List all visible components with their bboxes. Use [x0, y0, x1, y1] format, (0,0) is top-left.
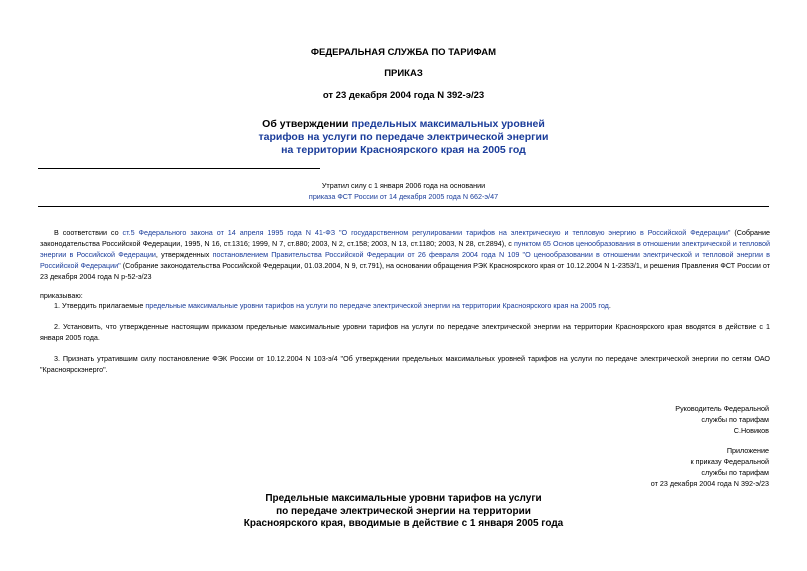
item-1 [40, 300, 770, 311]
appendix-title-line-3: Красноярского края, вводимые в действие с 1 января 2005 года [243, 518, 564, 529]
signature-line-1: Руководитель Федеральной [675, 404, 769, 413]
federal-law-link[interactable]: ст.5 Федерального закона от 14 апреля 1995 года N 41-ФЗ "О государственном регулировании тарифов на электрическую и тепловую энергию в Российской Федерации" [122, 228, 731, 237]
title-line-3: на территории Красноярского края на 2005 год [281, 144, 526, 156]
doc-type: ПРИКАЗ [384, 68, 423, 79]
status-note [0, 180, 807, 202]
divider-bottom [38, 206, 769, 207]
item-1-text: 1. Утвердить прилагаемые [54, 301, 146, 310]
appendix-line-4: от 23 декабря 2004 года N 392-э/23 [650, 479, 769, 488]
item-3: 3. Признать утратившим силу постановление ФЭК России от 10.12.2004 N 103-э/4 "Об утверждении предельных максимальных уровней тарифов на услуги по передаче электрической энергии по сетям ОАО "Красноярскэнерго". [40, 354, 770, 374]
preamble-text: (Собрание законодательства Российской Федерации, 1995, N 16, ст.1316; 1999, N 7, ст.880; 2003, N 2, ст.158; 2003, N 13, ст.1180; 2003, N 28, ст.2894), с [40, 228, 771, 248]
tariff-levels-link[interactable]: предельные максимальные уровни тарифов на услуги по передаче электрической энергии на территории Красноярского края на 2005 год [145, 301, 609, 310]
item-2: 2. Установить, что утвержденные настоящим приказом предельные максимальные уровни тарифов на услуги по передаче электрической энергии на территории Красноярского края вводятся в действие с 1 января 2005 года. [40, 322, 770, 342]
divider-top [38, 168, 320, 169]
appendix-title-line-2: по передаче электрической энергии на территории [276, 505, 531, 517]
repeal-order-link[interactable]: приказа ФСТ России от 14 декабря 2005 года N 662-э/47 [308, 192, 499, 201]
preamble-text: В соответствии со [54, 228, 123, 237]
status-note-line: Утратил силу с 1 января 2006 года на основании [321, 181, 486, 190]
signature-block [675, 403, 769, 436]
agency-name: ФЕДЕРАЛЬНАЯ СЛУЖБА ПО ТАРИФАМ [310, 47, 497, 58]
title-link[interactable]: предельных максимальных уровней [351, 118, 545, 130]
appendix-title [0, 493, 807, 531]
preamble-text: , утвержденных [155, 250, 213, 259]
government-decree-link[interactable]: постановлением Правительства Российской Федерации от 26 февраля 2004 года N 109 "О ценообразовании в отношении электрической и тепловой энергии в Российской Федерации" [40, 250, 770, 270]
preamble-text: (Собрание законодательства Российской Федерации, 01.03.2004, N 9, ст.791), на основании обращения РЭК Красноярского края от 10.12.2004 N 1-2353/1, и решения Правления ФСТ России от 23 декабря 2004 года N р-52-э/23 [40, 261, 770, 281]
appendix-line-3: службы по тарифам [701, 468, 769, 477]
pricing-basics-link[interactable]: пунктом 65 Основ ценообразования в отношении электрической и тепловой энергии в Российской Федерации [40, 239, 770, 259]
order-word: приказываю: [40, 291, 83, 300]
signature-line-2: службы по тарифам [701, 415, 769, 424]
item-1-text: . [608, 301, 611, 310]
signature-name: С.Новиков [733, 426, 769, 435]
doc-date-number: от 23 декабря 2004 года N 392-э/23 [322, 90, 485, 101]
title-prefix: Об утверждении [262, 118, 352, 130]
appendix-block [651, 445, 769, 489]
appendix-line-1: Приложение [726, 446, 769, 455]
document-title [0, 118, 807, 157]
appendix-title-line-1: Предельные максимальные уровни тарифов на услуги [265, 493, 542, 504]
preamble-paragraph [40, 227, 770, 282]
title-line-2: тарифов на услуги по передаче электрической энергии [258, 131, 549, 143]
appendix-line-2: к приказу Федеральной [690, 457, 769, 466]
